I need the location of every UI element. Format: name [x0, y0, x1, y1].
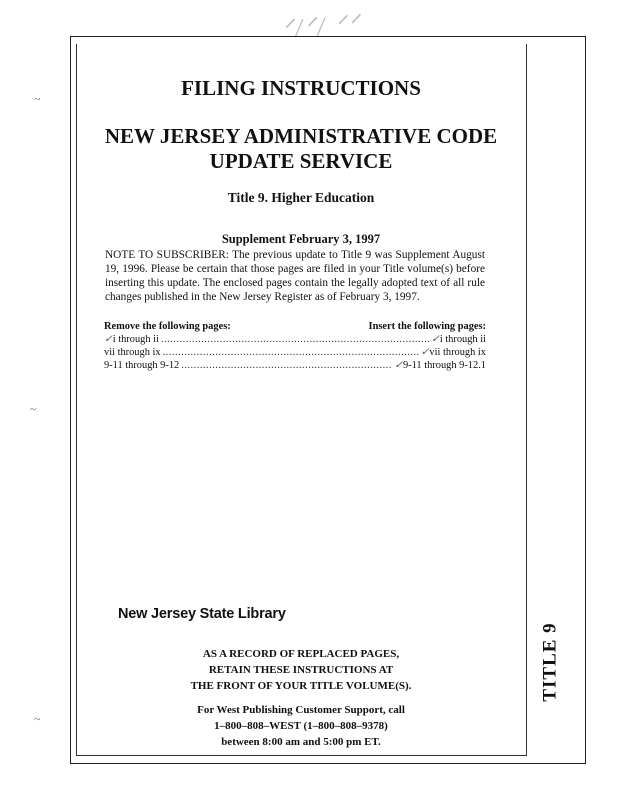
leader-dots [163, 346, 419, 359]
scan-mark: ~ [34, 92, 41, 106]
insert-header: Insert the following pages: [368, 321, 486, 332]
pages-row [104, 359, 486, 372]
pages-row [104, 333, 486, 346]
insert-pages: vii through ix [429, 347, 486, 358]
filing-title: FILING INSTRUCTIONS [181, 76, 421, 100]
scan-mark: ~ [30, 402, 37, 416]
leader-dots [181, 359, 392, 372]
checkmark-icon: ✓ [431, 334, 440, 345]
record-line: AS A RECORD OF REPLACED PAGES, [202, 648, 400, 660]
customer-support [76, 702, 526, 750]
scan-mark: ~ [34, 712, 41, 726]
pages-table-header [104, 320, 486, 333]
insert-pages: 9-11 through 9-12.1 [402, 360, 486, 371]
tab-divider [526, 44, 527, 756]
support-phone: 1–800–808–WEST (1–800–808–9378) [214, 720, 388, 732]
pages-table [104, 320, 486, 372]
checkmark-icon: ✓ [420, 347, 430, 358]
library-stamp: New Jersey State Library [118, 606, 286, 622]
title-tab [531, 612, 571, 712]
record-line: RETAIN THESE INSTRUCTIONS AT [208, 664, 394, 676]
title-subject: Title 9. Higher Education [227, 190, 375, 205]
remove-pages: i through ii [112, 334, 159, 345]
code-title [76, 124, 526, 174]
code-title-line2: UPDATE SERVICE [209, 149, 393, 173]
remove-header: Remove the following pages: [104, 321, 231, 332]
insert-pages: i through ii [439, 334, 486, 345]
remove-pages: vii through ix [104, 347, 161, 358]
checkmark-icon: ✓ [394, 360, 403, 371]
remove-pages: 9-11 through 9-12 [104, 360, 180, 371]
record-line: THE FRONT OF YOUR TITLE VOLUME(S). [190, 680, 412, 692]
checkmark-icon: ✓ [104, 334, 113, 345]
title-tab-label: TITLE 9 [540, 622, 561, 702]
pages-row [104, 346, 486, 359]
code-title-line1: NEW JERSEY ADMINISTRATIVE CODE [104, 124, 498, 148]
record-instructions [76, 646, 526, 694]
leader-dots [161, 333, 429, 346]
support-line: For West Publishing Customer Support, call [197, 704, 405, 716]
handwritten-mark: ᐟ/ᐟ/ ᐟᐟ [281, 9, 362, 44]
support-hours: between 8:00 am and 5:00 pm ET. [221, 736, 381, 748]
supplement-date: Supplement February 3, 1997 [221, 232, 381, 246]
subscriber-note: NOTE TO SUBSCRIBER: The previous update to Title 9 was Supplement August 19, 1996. Please be certain that those pages are filed in your Title volume(s) before inserting this update. The enclosed pages contain the legally adopted text of all rule changes published in the New Jersey Register as of February 3, 1997. [105, 249, 485, 303]
